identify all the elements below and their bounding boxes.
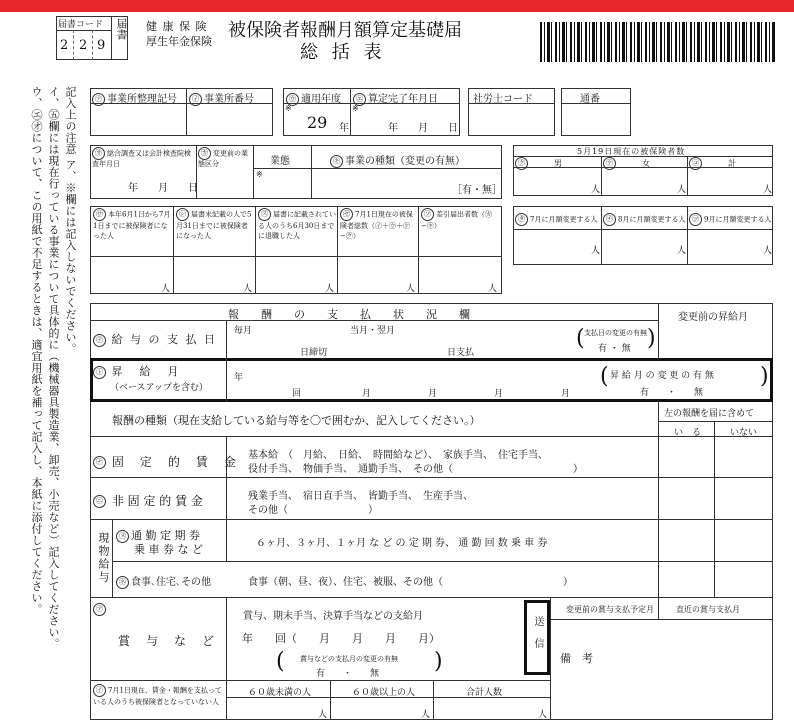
raise-label: ㋣ 昇 給 月	[93, 363, 182, 379]
unit-total-count: 人	[538, 710, 548, 720]
survey-date-label: ㋔ 総合調査又は会計検査院検査年月日	[92, 149, 191, 168]
unit-male: 人	[591, 185, 601, 195]
star-mark: ※	[285, 104, 292, 113]
m8-label: ㋠ 8月に月額変更する人	[603, 213, 685, 226]
prev-bonus-month-label: 変更前の賞与支払予定月	[566, 605, 654, 614]
bonus-yes-no[interactable]: 有 ・ 無	[316, 669, 380, 679]
over-60-label: ６０歳以上の人	[352, 688, 416, 698]
doc-type-label: 届書	[115, 18, 128, 40]
total-count-label: 合計人数	[466, 688, 503, 698]
include-yes: い る	[674, 428, 702, 438]
unit-over60: 人	[421, 710, 431, 720]
star-mark: ※	[256, 170, 263, 179]
in-kind-label: 現物給与	[97, 532, 110, 584]
include-title: 左の報酬を届に含めて	[664, 409, 755, 419]
total-label: ㋙ 計	[689, 157, 736, 170]
raise-year: 年	[234, 373, 244, 383]
fixed-wage-label: ㋤ 固 定 的 賃 金	[93, 453, 238, 470]
unit-c2: 人	[243, 284, 253, 294]
top-red-bar	[0, 0, 794, 12]
unlisted-insured-label: ㋛ 届書未記載の人で5月31日までに被保険者になった人	[176, 210, 252, 240]
raise-month-2: 月	[428, 389, 438, 399]
unit-m9: 人	[763, 246, 773, 256]
business-kind-label: ㋖ 事業の種類（変更の有無）	[330, 152, 465, 168]
nonfixed-wage-text-2: その他（ ）	[248, 505, 378, 516]
touketsu: 当月・翌月	[350, 326, 396, 336]
insurance-type-1: 健 康 保 険	[146, 20, 208, 33]
apply-year-value: 29	[307, 113, 328, 132]
m7-label: ㋟ 7月に月額変更する人	[515, 213, 597, 226]
business-type-label: 業態	[270, 156, 290, 167]
food-label: ㋧ 食事､住宅､その他	[116, 573, 211, 589]
note-line-1: 記入上の注意 ア、※欄には記入しないでください。	[64, 86, 77, 355]
calc-date-ymd: 年 月 日	[388, 123, 458, 134]
recent-bonus-month-label: 直近の賞与支払月	[676, 605, 740, 614]
unit-m7: 人	[591, 246, 601, 256]
raise-month-1: 月	[362, 389, 372, 399]
prev-raise-month-label: 変更前の昇給月	[678, 312, 748, 323]
note-line-3: ウ、㋓㋔について、この用紙で不足するときは、適宜用紙を補って記入し、本紙に添付してください。	[30, 86, 43, 615]
under-60-label: ６０歳未満の人	[248, 688, 312, 698]
raise-month-3: 月	[494, 389, 504, 399]
unit-female: 人	[677, 185, 687, 195]
apply-year-label: ㋒ 適用年度	[286, 90, 341, 106]
doc-code-digit-2: 2	[79, 38, 88, 53]
payday-label: ㋢ 給 与 の 支 払 日	[93, 331, 217, 347]
unit-c4: 人	[406, 284, 416, 294]
send-label: 送信	[532, 616, 543, 660]
doc-code-label: 届書コード	[58, 20, 104, 30]
barcode	[540, 22, 775, 62]
payday-yes-no[interactable]: 有 ・ 無	[598, 344, 631, 354]
commute-label: ㋦ 通 勤 定 期 券	[116, 527, 200, 543]
fixed-wage-text-1: 基本給 （ 月給、 日給、 時間給など）、 家族手当、 住宅手当、	[248, 450, 548, 461]
pay-section-title: 報 酬 の 支 払 状 況 欄	[228, 308, 470, 321]
business-kind-yes-no: ［有・無］	[452, 185, 502, 196]
pay-day: 日支払	[447, 348, 475, 358]
bonus-change-label: 賞与などの支払月の変更の有無	[300, 655, 398, 663]
doc-code-digit-1: 2	[60, 38, 69, 53]
net-reports-label: ㋞ 差引届出者数（㋕−㋖）	[421, 210, 492, 230]
prev-category-label: ㋕ 変更前の業態区分	[198, 149, 248, 168]
unit-under60: 人	[318, 710, 328, 720]
bonus-desc: 賞与、期末手当、決算手当などの支給月	[243, 611, 423, 622]
unit-c1: 人	[161, 284, 171, 294]
bonus-times-line: 年 回（ 月 月 月 月）	[242, 632, 440, 645]
total-insured-label: ㋝ 7月1日現在の被保険者総数（㋑＋㋒＋㋘−㋗）	[340, 210, 413, 240]
office-no-label: ㋑ 事業所番号	[189, 90, 254, 106]
bonus-label: ㋐	[93, 602, 108, 616]
note-line-2: イ、㊄欄には現在行っている事業について具体的に（機械器具製造業、卸売、小売など）記入してください。	[47, 86, 60, 650]
commute-text: ６ヶ月、３ヶ月、１ヶ月 な ど の 定 期 券、 通 勤 回 数 乗 車 券	[256, 538, 548, 549]
every-month: 毎月	[234, 326, 253, 336]
include-no: いない	[730, 428, 758, 438]
star-mark: ※	[352, 104, 359, 113]
unit-total: 人	[763, 185, 773, 195]
unit-c5: 人	[488, 284, 498, 294]
remarks-label: 備 考	[560, 652, 593, 665]
commute-label-2: 乗 車 券 な ど	[134, 543, 203, 556]
insurance-type-2: 厚生年金保険	[146, 35, 212, 48]
raise-times: 回	[292, 389, 302, 399]
food-text: 食事（朝、昼、夜）、住宅、被服、その他（ ）	[248, 577, 573, 588]
survey-date-ymd: 年 月 日	[128, 183, 198, 194]
payday-change-label: 支払日の変更の有無	[584, 329, 647, 337]
new-insured-label: ㋚ 本年6月1日から7月1日までに被保険者になった人	[93, 210, 171, 240]
apply-year-unit: 年	[339, 123, 349, 134]
kind-label: 報酬の種類（現在支給している給与等を〇で囲むか、記入してください。）	[112, 414, 481, 427]
nonfixed-wage-label: ㋥ 非 固 定 的 賃 金	[93, 492, 203, 509]
unit-m8: 人	[677, 246, 687, 256]
nonfixed-wage-text-1: 残業手当、 宿日直手当、 皆勤手当、 生産手当、	[248, 491, 473, 502]
bonus-label-text: 賞 与 な ど	[118, 634, 217, 648]
m9-label: ㋡ 9月に月額変更する人	[689, 213, 771, 226]
unit-c3: 人	[325, 284, 335, 294]
calc-date-label: ㋓ 算定完了年月日	[353, 90, 438, 106]
fixed-wage-text-2: 役付手当、 物価手当、 通勤手当、 その他（ ）	[248, 464, 583, 475]
retired-label: ㋜ 届書に記載されている人のうち6月30日までに退職した人	[258, 210, 336, 240]
raise-change-label: 昇 給 月 の 変 更 の 有 無	[610, 371, 714, 381]
raise-sub: （ベースアップを含む）	[110, 383, 208, 393]
insured-count-title: 5月19日現在の被保険者数	[577, 147, 686, 156]
raise-month-4: 月	[561, 389, 571, 399]
raise-yes-no[interactable]: 有 ・ 無	[640, 388, 704, 398]
form-title: 被保険者報酬月額算定基礎届	[228, 20, 462, 41]
doc-code-digit-3: 9	[97, 38, 106, 53]
male-label: ㋗ 男	[515, 157, 562, 170]
cutoff-day: 日締切	[300, 348, 328, 358]
sharoushi-label: 社労士コード	[473, 94, 533, 105]
tsuban-label: 通番	[580, 94, 600, 105]
form-subtitle: 総 括 表	[300, 42, 386, 63]
female-label: ㋘ 女	[603, 157, 650, 170]
office-no-input[interactable]	[188, 105, 271, 134]
office-mgmt-label: ㋐ 事業所整理記号	[92, 90, 177, 106]
office-mgmt-input[interactable]	[92, 105, 184, 134]
non-insured-desc: ㋑ 7月1日現在、賃金・報酬を支払っている人のうち被保険者となっていない人	[93, 686, 222, 706]
